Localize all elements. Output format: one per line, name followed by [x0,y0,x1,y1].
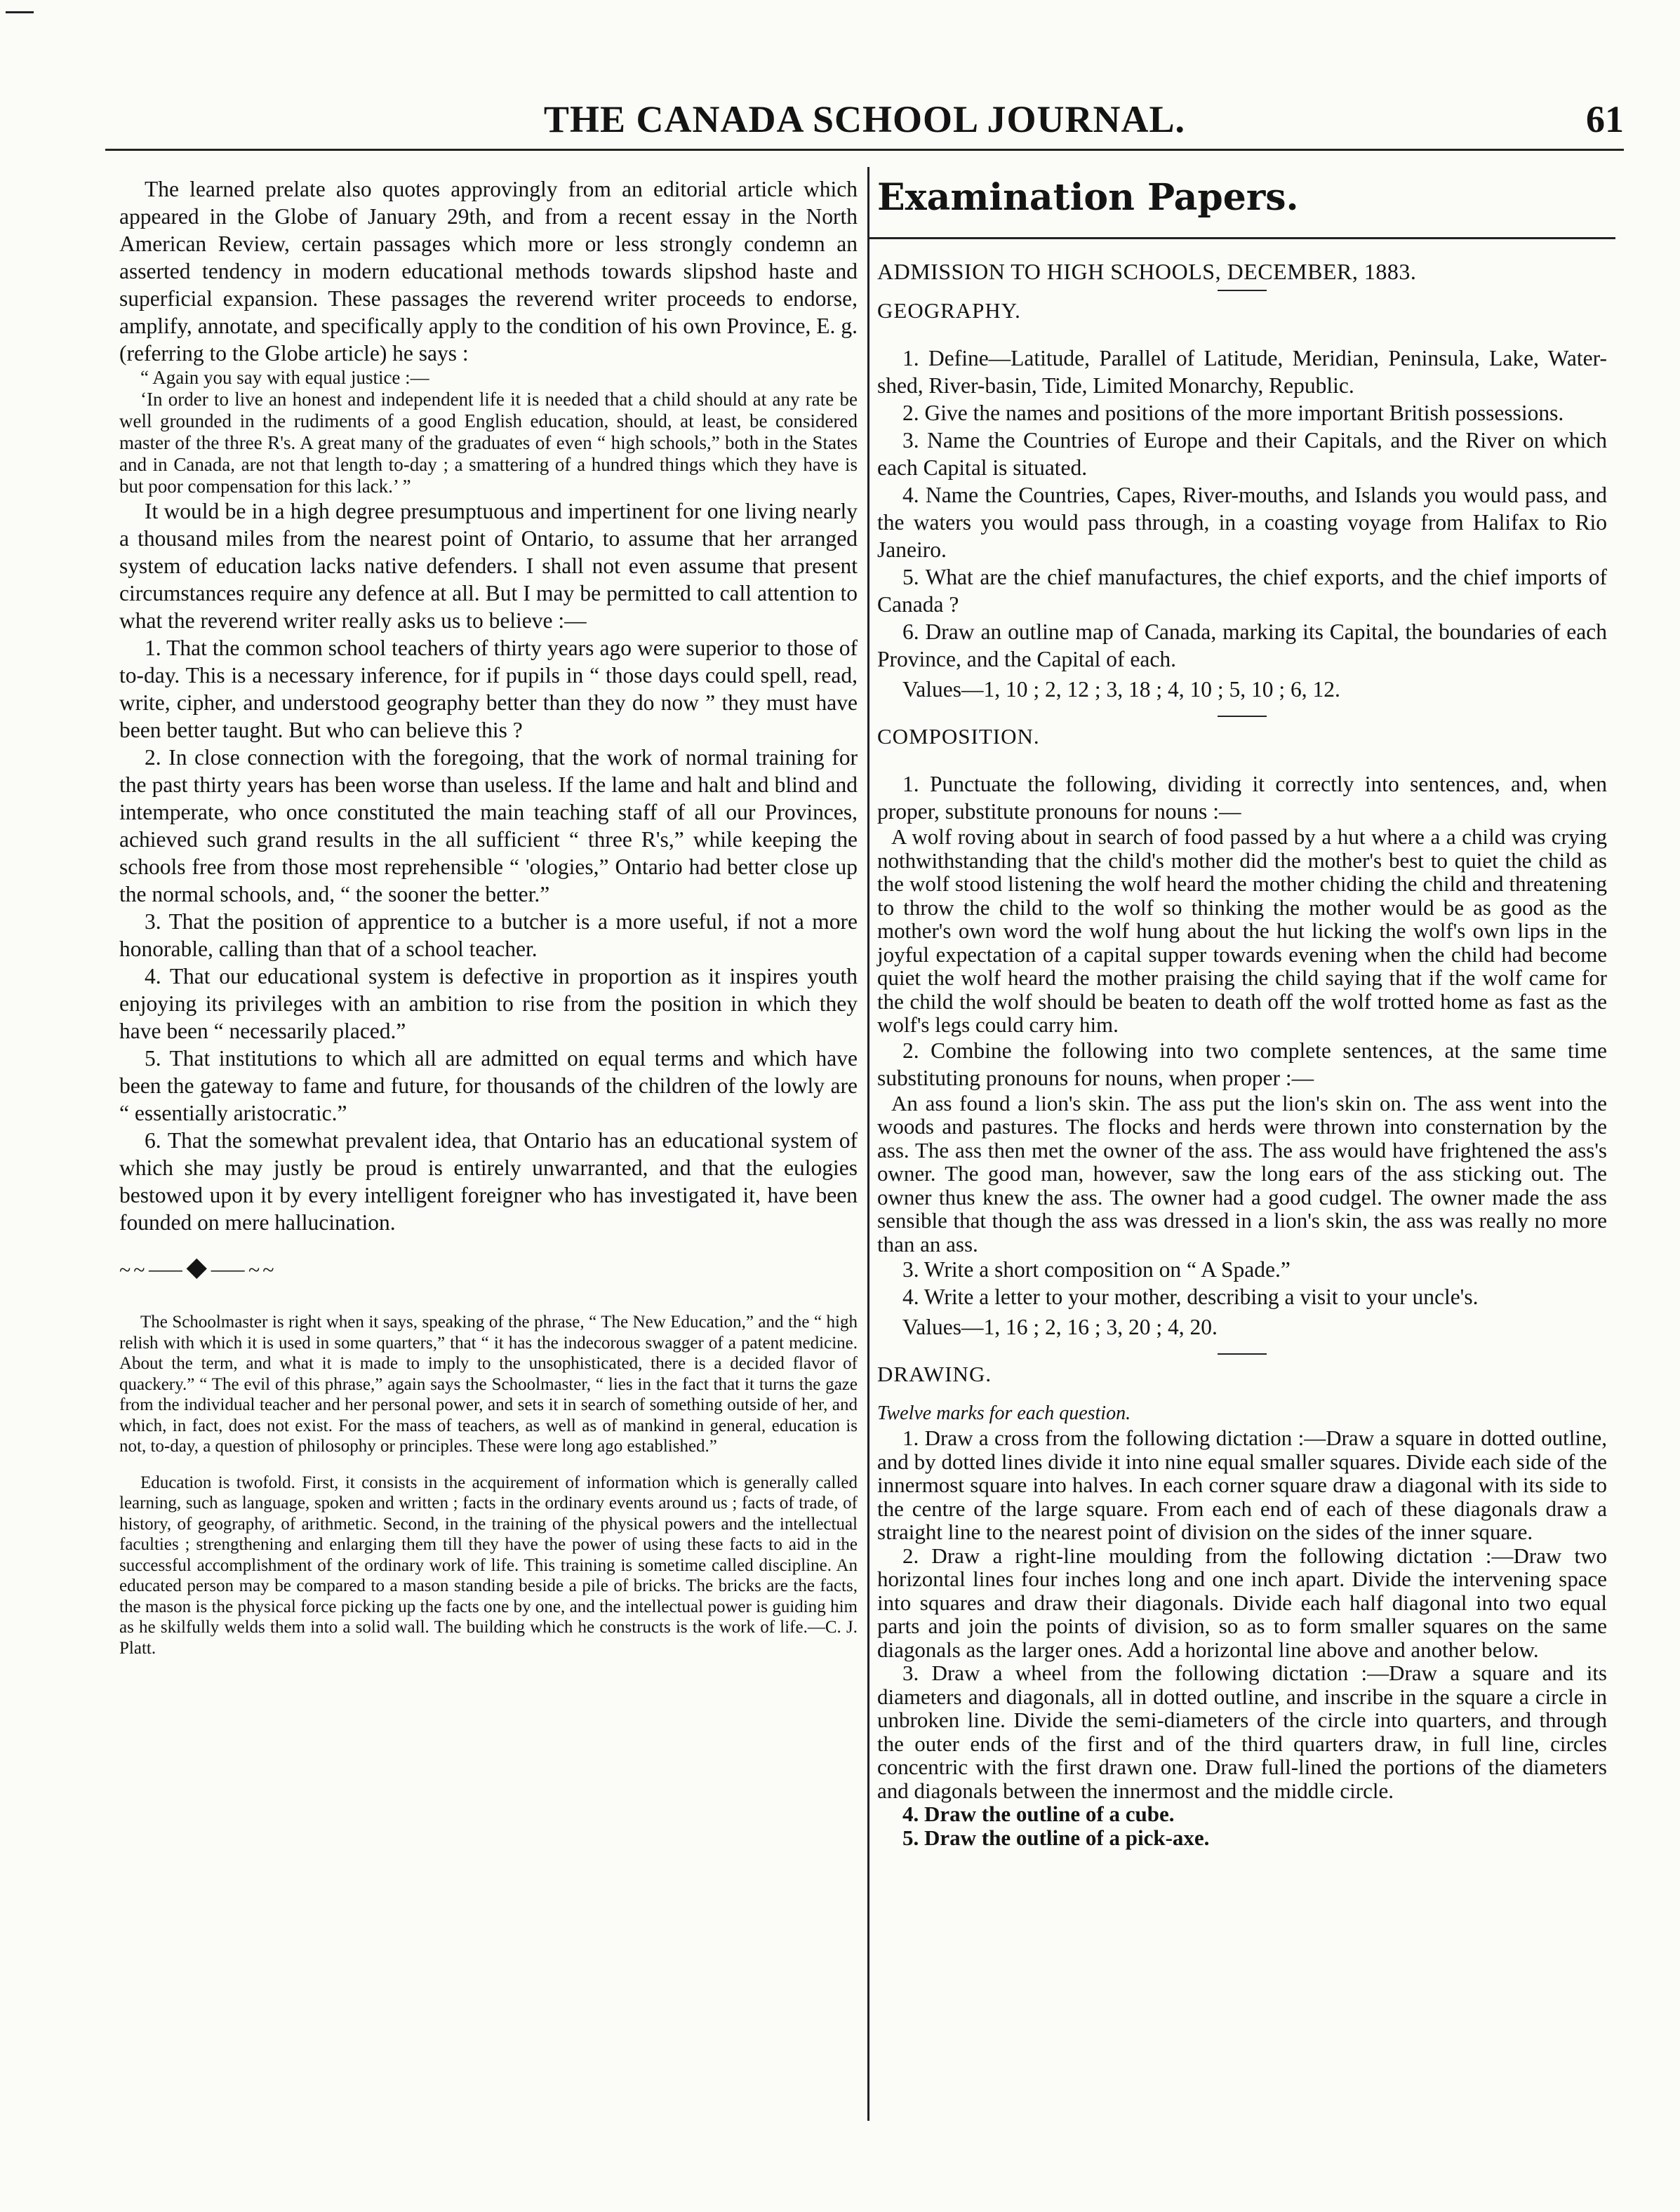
wolf-passage-text: A wolf roving about in search of food passed by a hut where a a child was crying nothwithstanding that the child's mother did the mother's best to quiet the child as the wolf stood listening the wolf heard the mother chiding the child and threatening to throw the child to the wolf so thinking the mother would be as good as the mother's own word the wolf hung about the hut licking the wolf's own lips in the joyful expectation of a capital supper towards evening when the child had become quiet the wolf heard the mother praising the child saying that if the wolf came for the child the wolf should be beaten to death off the wolf trotted home as fast as the wolf's legs could carry him. [877,824,1607,1037]
footnote-block [119,1312,858,1658]
footnote-schoolmaster: The Schoolmaster is right when it says, speaking of the phrase, “ The New Education,” and the “ high relish with which it is used in some quarters,” that “ it has the indecorous swagger of a patent medicine. About the term, and what it is made to imply to the unsophisticated, there is a decided flavor of quackery.” “ The evil of this phrase,” again says the Schoolmaster, “ lies in the fact that it turns the gaze from the individual teacher and her personal power, and sets it in search of something outside of her, and which, in fact, does not exist. For the mass of teachers, as well as of mankind in general, education is not, to-day, a question of philosophy or principles. These were long ago established.” [119,1313,858,1456]
ass-passage [877,1092,1607,1256]
point-5: 5. That institutions to which all are admitted on equal terms and which have been the gateway to fame and future, for thousands of the children of the lowly are “ essentially aristocratic.” [119,1046,858,1125]
geography-question-3: 3. Name the Countries of Europe and their Capitals, and the River on which each Capital is situated. [877,428,1607,480]
drawing-question-2: 2. Draw a right-line moulding from the following dictation :—Draw two horizontal lines four inches long and one inch apart. Divide the intervening space into squares and draw their diagonals. Divide each half diagonal into two equal parts and join the points of division, so as to form smaller squares on the same diagonals as the larger ones. Add a horizontal line above and another below. [877,1543,1607,1662]
geography-question-6: 6. Draw an outline map of Canada, marking its Capital, the boundaries of each Province, and the Capital of each. [877,619,1607,671]
composition-values: Values—1, 16 ; 2, 16 ; 3, 20 ; 4, 20. [902,1315,1218,1339]
quotation-block [119,367,858,497]
header-rule [105,149,1624,151]
geography-question-2: 2. Give the names and positions of the more important British possessions. [902,401,1564,425]
composition-question-3: 3. Write a short composition on “ A Spade.” [902,1257,1291,1282]
drawing-question-1: 1. Draw a cross from the following dictation :—Draw a square in dotted outline, and by dotted lines divide it into nine equal smaller squares. Divide each side of the innermost square into halves. In each corner square draw a diagonal with its side to the centre of the large square. From each end of each of these diagonals draw a straight line to the nearest point of division on the sides of the inner square. [877,1426,1607,1544]
drawing-question-5: 5. Draw the outline of a pick-axe. [902,1825,1210,1850]
drawing-question-3: 3. Draw a wheel from the following dictation :—Draw a square and its diameters and diagonals, all in dotted outline, and inscribe in the square a circle in unbroken line. Divide the semi-diameters of the circle into quarters, and through the outer ends of the first and of the third quarters draw, in full line, circles concentric with the first drawn one. Draw full-lined the portions of the diameters and diagonals between the innermost and the middle circle. [877,1661,1607,1803]
section-title: Examination Papers. [877,176,1299,219]
short-rule [1218,1353,1267,1355]
intro-paragraph: The learned prelate also quotes approvingly from an editorial article which appeared in the Globe of January 29th, and from a recent essay in the North American Review, certain passages which more or less strongly condemn an asserted tendency in modern educational methods towards slipshod haste and superficial expansion. These passages the reverend writer proceeds to endorse, amplify, annotate, and specifically apply to the condition of his own Province, E. g. (referring to the Globe article) he says : [119,177,858,366]
geography-question-5: 5. What are the chief manufactures, the chief exports, and the chief imports of Canada ? [877,565,1607,617]
footnote-education: Education is twofold. First, it consists in the acquirement of information which is generally called learning, such as language, spoken and written ; facts in the ordinary events around us ; facts of trade, of history, of geography, of arithmetic. Second, in the training of the physical powers and the intellectual faculties ; strengthening and enlarging them till they have the power of using these facts to aid in the successful accomplishment of the ordinary work of life. This training is sometime called discipline. An educated person may be compared to a mason standing beside a pile of bricks. The bricks are the facts, the mason is the physical force picking up the facts one by one, and the intellectual power is guiding him as he skilfully welds them into a solid wall. The building which he constructs is the work of life.—C. J. Platt. [119,1473,858,1658]
composition-question-2: 2. Combine the following into two complete sentences, at the same time substituting pronouns for nouns, when proper :— [877,1038,1607,1090]
drawing-heading: DRAWING. [877,1362,992,1386]
quote-body: ‘In order to live an honest and independent life it is needed that a child should at any rate be well grounded in the rudiments of a good English education, should, at least, be considered master of the three R's. A great many of the graduates of even “ high schools,” both in the States and in Canada, are not that length to-day ; a smattering of a hundred things which they have is but poor compensation for this lack.’ ” [119,389,858,497]
composition-heading: COMPOSITION. [877,724,1040,749]
column-divider [867,167,869,2121]
quote-intro: “ Again you say with equal justice :— [140,367,429,388]
page-number: 61 [1586,98,1624,140]
corner-mark [6,11,34,13]
point-1: 1. That the common school teachers of thirty years ago were superior to those of to-day. This is a necessary inference, for if pupils in “ those days could spell, read, write, cipher, and understood geography better than they do now ” they must have been better taught. But who can believe this ? [119,636,858,742]
geography-question-1: 1. Define—Latitude, Parallel of Latitude, Meridian, Peninsula, Lake, Water-shed, River-basin, Tide, Limited Monarchy, Republic. [877,346,1607,398]
point-6: 6. That the somewhat prevalent idea, that Ontario has an educational system of which she may justly be proud is entirely unwarranted, and that the eulogies bestowed upon it by every intelligent foreigner who has investigated it, have been founded on mere hallucination. [119,1128,858,1235]
ass-passage-text: An ass found a lion's skin. The ass put the lion's skin on. The ass went into the woods and pastures. The flocks and herds were thrown into consternation by the ass. The ass then met the owner of the ass. The ass would have frightened the ass's owner. The good man, however, saw the long ears of the ass sticking out. The owner thus knew the ass. The owner had a good cudgel. The owner made the ass sensible that though the ass was dressed in a lion's skin, the ass was really no more than an ass. [877,1090,1607,1256]
drawing-section [877,1360,1607,1849]
page-header [105,98,1624,154]
ornament-divider: ~~⸺◆⸺~~ [119,1259,277,1282]
journal-title: THE CANADA SCHOOL JOURNAL. [543,98,1186,140]
geography-question-4: 4. Name the Countries, Capes, River-mouths, and Islands you would pass, and the waters you would pass through, in a coasting voyage from Halifax to Rio Janeiro. [877,483,1607,562]
composition-question-4: 4. Write a letter to your mother, describing a visit to your uncle's. [902,1285,1479,1309]
left-column [119,175,858,1658]
short-rule [1218,716,1267,717]
point-4: 4. That our educational system is defective in proportion as it inspires youth enjoying its privileges with an ambition to rise from the position in which they have been “ necessarily placed.” [119,964,858,1043]
composition-question-1: 1. Punctuate the following, dividing it correctly into sentences, and, when proper, substitute pronouns for nouns :— [877,772,1607,824]
body-paragraph: It would be in a high degree presumptuous and impertinent for one living nearly a thousand miles from the nearest point of Ontario, to assume that her arranged system of education lacks native defenders. I shall not even assume that present circumstances require any defence at all. But I may be permitted to call attention to what the reverend writer really asks us to believe :— [119,499,858,633]
section-rule [869,237,1615,239]
geography-values: Values—1, 10 ; 2, 12 ; 3, 18 ; 4, 10 ; 5, 10 ; 6, 12. [902,677,1340,702]
short-rule [1218,290,1267,291]
drawing-question-4: 4. Draw the outline of a cube. [902,1802,1175,1826]
geography-heading: GEOGRAPHY. [877,298,1021,323]
exam-heading: ADMISSION TO HIGH SCHOOLS, DECEMBER, 1883. [877,259,1417,284]
right-column [877,175,1607,1849]
composition-section [877,723,1607,1341]
point-3: 3. That the position of apprentice to a butcher is a more useful, if not a more honorable, calling than that of a school teacher. [119,909,858,961]
point-2: 2. In close connection with the foregoing, that the work of normal training for the past thirty years has been worse than useless. If the lame and halt and blind and intemperate, who once constituted the main teaching staff of all our Provinces, achieved such grand results in the all sufficient “ three R's,” while keeping the schools free from those most reprehensible “ 'ologies,” Ontario had better close up the normal schools, and, “ the sooner the better.” [119,745,858,906]
marks-note: Twelve marks for each question. [877,1402,1131,1424]
geography-section [877,297,1607,703]
wolf-passage [877,825,1607,1037]
